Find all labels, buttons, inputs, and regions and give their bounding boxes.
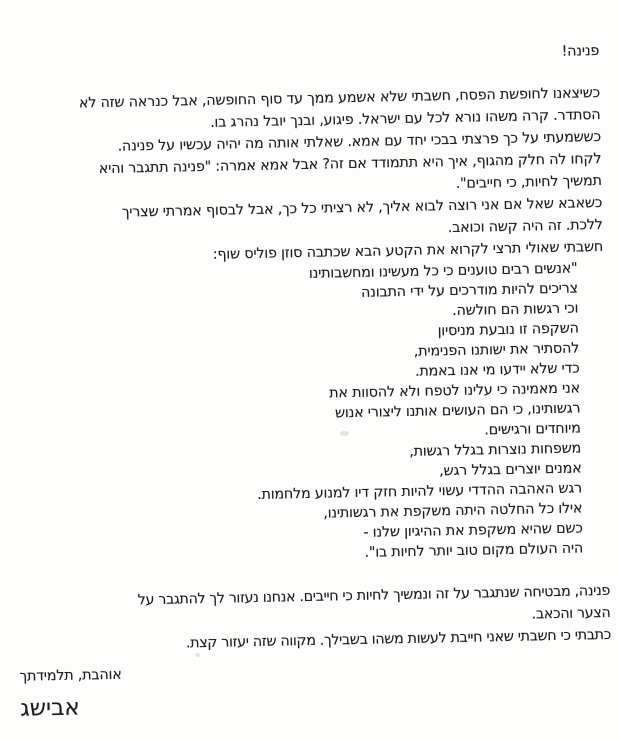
letter-line: פנינה, מבטיחה שנתגבר על זה ונמשיך לחיות כי חייבים. אנחנו נעזור לך להתגבר על xyxy=(137,582,611,609)
poem-line: "אנשים רבים טוענים כי כל מעשינו ומחשבותינו xyxy=(308,260,578,282)
poem-line: אני מאמינה כי עלינו לטפח ולא להסוות את xyxy=(329,380,581,402)
salutation: פנינה! xyxy=(561,43,600,60)
signature-name: אבישג xyxy=(19,694,81,722)
letter-line: הסתדר. קרה משהו נורא לכל עם ישראל. פיגוע, ובנך יובל נהרג בו. xyxy=(209,106,601,131)
quote-intro-line: חשבתי שאולי תרצי לקרוא את הקטע הבא שכתבה סוזן פוליס שוף: xyxy=(212,238,604,263)
letter-line: כשיצאנו לחופשת הפסח, חשבתי שלא אשמע ממך עד סוף החופשה, אבל כנראה שזה לא xyxy=(78,84,601,112)
poem-line: היה העולם מקום טוב יותר לחיות בו". xyxy=(364,540,584,561)
poem-line: צריכים להיות מודרכים על ידי התבונה xyxy=(360,280,579,301)
letter-line: ללכת. זה היה קשה וכואב. xyxy=(447,216,603,237)
letter-line: תמשיך לחיות, כי חייבים". xyxy=(455,172,602,192)
letter-line: כשאבא שאל אם אני רוצה לבוא אליך, לא רציתי כל כך, אבל לבסוף אמרתי שצריך xyxy=(121,194,603,221)
poem-line: כדי שלא יידעו מי אנו באמת. xyxy=(414,360,580,380)
letter-line: כתבתי כי חשבתי שאני חייבת לעשות משהו בשבילך. מקווה שזה יעזור קצת. xyxy=(185,626,612,652)
poem-line: השקפה זו נובעת מניסיון xyxy=(437,320,579,340)
poem-line: וכי רגשות הם חולשה. xyxy=(452,300,579,319)
poem-line: מיוחדים ורגישים. xyxy=(484,420,581,439)
poem-line: רגש האהבה ההדדי עשוי להיות חזק דיו למנוע מלחמות. xyxy=(257,480,583,503)
letter-line: לקחו לה חלק מהגוף, איך היא תתמודד אם זה? אבל אמא אמרה: "פנינה תתגבר והיא xyxy=(98,150,602,178)
scan-speck xyxy=(340,431,349,436)
poem-line: כשם שהיא משקפת את ההיגיון שלנו - xyxy=(363,520,583,541)
poem-line: אמנים יוצרים בגלל רגש, xyxy=(439,460,582,480)
signature xyxy=(13,681,619,723)
closing-paragraph xyxy=(11,579,619,657)
signoff-line: אוהבת, תלמידתך xyxy=(19,666,122,685)
letter-line: כששמעתי על כך פרצתי בבכי יחד עם אמא. שאלתי אותה מה יהיה עכשיו על פנינה. xyxy=(117,128,602,155)
poem-line: להסתיר את ישותנו הפנימית, xyxy=(413,340,580,360)
scan-speck xyxy=(195,653,200,657)
poem-line: רגשותינו, כי הם העושים אותנו ליצורי אנוש xyxy=(334,400,581,422)
poem-line: משפחות נוצרות בגלל רגשות, xyxy=(409,440,582,460)
opening-paragraph xyxy=(1,82,619,204)
poem-line: אילו כל החלטה היתה משקפת את רגשותינו, xyxy=(323,500,583,522)
letter-line: הצער והכאב. xyxy=(531,604,611,623)
quoted-poem xyxy=(4,258,619,570)
